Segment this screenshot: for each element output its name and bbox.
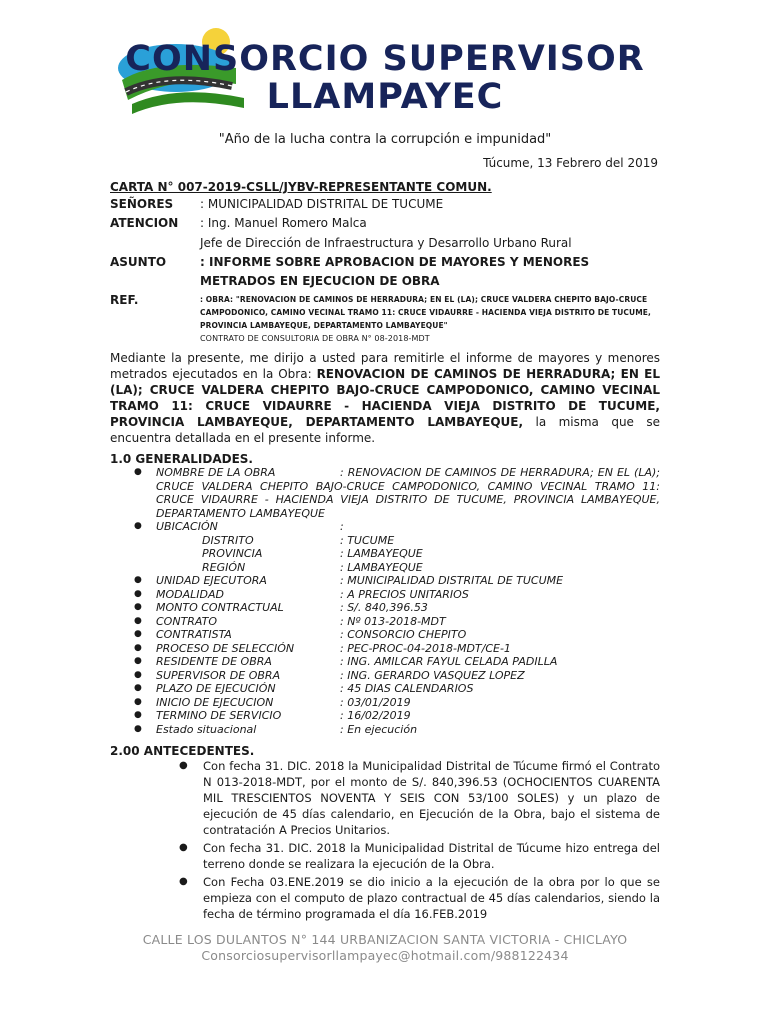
gen-value: : Nº 013-2018-MDT xyxy=(340,614,446,628)
atencion-label: ATENCION xyxy=(110,216,179,230)
gen-value: : ING. AMILCAR FAYUL CELADA PADILLA xyxy=(340,655,558,668)
gen-sub-label: PROVINCIA xyxy=(202,547,263,560)
gen-label: CONTRATISTA xyxy=(156,628,232,641)
gen-label: MODALIDAD xyxy=(156,587,224,601)
gen-label: CONTRATO xyxy=(156,614,218,628)
gen-value: : 16/02/2019 xyxy=(340,709,411,722)
gen-label: SUPERVISOR DE OBRA xyxy=(156,668,281,682)
bullet-icon: ● xyxy=(134,629,142,639)
gen-label: NOMBRE DE LA OBRA xyxy=(156,466,276,479)
gen-label: UNIDAD EJECUTORA xyxy=(156,574,267,587)
gen-label: RESIDENTE DE OBRA xyxy=(156,655,272,668)
bullet-icon: ● xyxy=(134,521,142,531)
intro-project-name: RENOVACION DE CAMINOS DE HERRADURA; EN EL (LA); CRUCE VALDERA CHEPITO BAJO-CRUCE CAMPODONICO, CAMINO VECINAL TRAMO 11: CRUCE VIDAURRE - HACIENDA VIEJA DISTRITO DE TUCUME, PROVINCIA LAMBAYEQUE, DEPARTAMENTO LAMBAYEQUE, xyxy=(110,367,660,429)
ref-value xyxy=(200,293,660,345)
bullet-icon: ● xyxy=(179,842,188,853)
bullet-icon: ● xyxy=(179,760,188,771)
gen-item xyxy=(130,655,660,669)
year-motto: "Año de la lucha contra la corrupción e impunidad" xyxy=(218,132,552,147)
bullet-icon: ● xyxy=(134,683,142,693)
bullet-icon: ● xyxy=(134,642,142,653)
brand-line-1: CONSORCIO SUPERVISOR xyxy=(125,39,645,79)
antecedente-text: Con Fecha 03.ENE.2019 se dio inicio a la ejecución de la obra por lo que se empieza con el computo de plazo contractual de 45 días calendarios, siendo la fecha de término programada el día 16.FEB.2019 xyxy=(203,875,660,921)
intro-text-2: la misma que se encuentra detallada en el presente informe. xyxy=(110,415,660,445)
bullet-icon: ● xyxy=(134,656,142,666)
gen-item xyxy=(130,574,660,588)
gen-value: : RENOVACION DE CAMINOS DE HERRADURA; EN EL (LA); CRUCE VALDERA CHEPITO BAJO-CRUCE CAMPODONICO, CAMINO VECINAL TRAMO 11: CRUCE VIDAURRE - HACIENDA VIEJA DISTRITO DE TUCUME, PROVINCIA LAMBAYEQUE, DEPARTAMENTO LAMBAYEQUE xyxy=(156,466,660,520)
letter-footer xyxy=(60,932,710,964)
gen-label: TERMINO DE SERVICIO xyxy=(156,709,282,722)
letter-number: CARTA N° 007-2019-CSLL/JYBV-REPRESENTANTE COMUN. xyxy=(110,180,492,194)
gen-item xyxy=(130,682,660,696)
gen-label: INICIO DE EJECUCION xyxy=(156,695,274,709)
gen-item-ubicacion xyxy=(130,520,660,534)
gen-item xyxy=(130,723,660,737)
brand-line-2: LLAMPAYEC xyxy=(266,77,504,117)
gen-sub-value: : LAMBAYEQUE xyxy=(340,547,423,560)
antecedente-item xyxy=(175,840,660,872)
bullet-icon: ● xyxy=(134,602,142,612)
gen-sub-value: : TUCUME xyxy=(340,533,395,547)
gen-item xyxy=(130,588,660,602)
senores-label: SEÑORES xyxy=(110,197,174,211)
gen-label: UBICACIÓN xyxy=(156,520,218,533)
intro-paragraph xyxy=(110,350,660,446)
asunto-value: : INFORME SOBRE APROBACION DE MAYORES Y MENORES METRADOS EN EJECUCION DE OBRA xyxy=(200,255,590,288)
antecedente-text: Con fecha 31. DIC. 2018 la Municipalidad Distrital de Túcume firmó el Contrato N 013-2018-MDT, por el monto de S/. 840,396.53 (OCHOCIENTOS CUARENTA MIL TRESCIENTOS NOVENTA Y SEIS CON 53/100 SOLES) y un plazo de ejecución de 45 días calendario, en Ejecución de la Obra, bajo el sistema de contratación A Precios Unitarios. xyxy=(203,759,660,837)
gen-value: : A PRECIOS UNITARIOS xyxy=(340,587,469,601)
gen-value: : 03/01/2019 xyxy=(340,695,411,709)
gen-label: PROCESO DE SELECCIÓN xyxy=(156,641,295,655)
ref-label: REF. xyxy=(110,293,139,307)
gen-value: : MUNICIPALIDAD DISTRITAL DE TUCUME xyxy=(340,574,564,587)
antecedente-text: Con fecha 31. DIC. 2018 la Municipalidad Distrital de Túcume hizo entrega del terreno donde se realizara la ejecución de la Obra. xyxy=(203,841,660,871)
gen-value: : xyxy=(340,520,344,533)
gen-sub-label: DISTRITO xyxy=(202,533,254,547)
bullet-icon: ● xyxy=(134,696,142,707)
section-antecedentes-title: 2.00 ANTECEDENTES. xyxy=(110,744,255,758)
bullet-icon: ● xyxy=(134,710,142,720)
antecedente-item xyxy=(175,758,660,838)
gen-label: Estado situacional xyxy=(156,722,257,736)
gen-sub-value: : LAMBAYEQUE xyxy=(340,560,423,574)
brand-title xyxy=(110,40,660,116)
ref-obra: : OBRA: "RENOVACION DE CAMINOS DE HERRADURA; EN EL (LA); CRUCE VALDERA CHEPITO BAJO-CRUCE CAMPODONICO, CAMINO VECINAL TRAMO 11: CRUCE VIDAURRE - HACIENDA VIEJA DISTRITO DE TUCUME, PROVINCIA LAMBAYEQUE, DEPARTAMENTO LAMBAYEQUE" xyxy=(200,295,651,330)
bullet-icon: ● xyxy=(179,876,188,887)
ref-contrato: CONTRATO DE CONSULTORIA DE OBRA N° 08-2018-MDT xyxy=(200,334,430,343)
gen-item xyxy=(130,709,660,723)
gen-value: : En ejecución xyxy=(340,722,418,736)
bullet-icon: ● xyxy=(134,723,142,734)
gen-value: : 45 DIAS CALENDARIOS xyxy=(340,682,474,695)
gen-subitem-provincia xyxy=(130,547,660,561)
gen-label: PLAZO DE EJECUCIÓN xyxy=(156,682,276,695)
gen-item xyxy=(130,669,660,683)
generalidades-list xyxy=(130,466,660,736)
atencion-cargo: Jefe de Dirección de Infraestructura y Desarrollo Urbano Rural xyxy=(200,236,572,250)
gen-sub-label: REGIÓN xyxy=(202,560,246,574)
gen-item-nombre xyxy=(130,466,660,520)
intro-text-1: Mediante la presente, me dirijo a usted para remitirle el informe de mayores y menores metrados ejecutados en la Obra: xyxy=(110,351,660,381)
gen-subitem-region xyxy=(130,561,660,575)
gen-item xyxy=(130,696,660,710)
antecedente-item xyxy=(175,874,660,922)
atencion-value: : Ing. Manuel Romero Malca xyxy=(200,216,367,230)
gen-value: : ING. GERARDO VASQUEZ LOPEZ xyxy=(340,668,525,682)
bullet-icon: ● xyxy=(134,575,142,585)
letter-date: Túcume, 13 Febrero del 2019 xyxy=(483,156,658,170)
gen-item xyxy=(130,628,660,642)
footer-contact: Consorciosupervisorllampayec@hotmail.com/988122434 xyxy=(201,948,569,963)
bullet-icon: ● xyxy=(134,588,142,599)
senores-value: : MUNICIPALIDAD DISTRITAL DE TUCUME xyxy=(200,197,444,211)
gen-value: : CONSORCIO CHEPITO xyxy=(340,628,467,641)
antecedentes-list xyxy=(175,758,660,924)
bullet-icon: ● xyxy=(134,669,142,680)
gen-value: : S/. 840,396.53 xyxy=(340,601,428,614)
gen-value: : PEC-PROC-04-2018-MDT/CE-1 xyxy=(340,641,511,655)
section-generalidades-title: 1.0 GENERALIDADES. xyxy=(110,452,253,466)
asunto-label: ASUNTO xyxy=(110,255,167,269)
bullet-icon: ● xyxy=(134,615,142,626)
gen-label: MONTO CONTRACTUAL xyxy=(156,601,284,614)
gen-item xyxy=(130,642,660,656)
footer-address: CALLE LOS DULANTOS N° 144 URBANIZACION SANTA VICTORIA - CHICLAYO xyxy=(142,932,628,947)
gen-item xyxy=(130,615,660,629)
gen-subitem-distrito xyxy=(130,534,660,548)
gen-item xyxy=(130,601,660,615)
bullet-icon: ● xyxy=(134,467,142,477)
